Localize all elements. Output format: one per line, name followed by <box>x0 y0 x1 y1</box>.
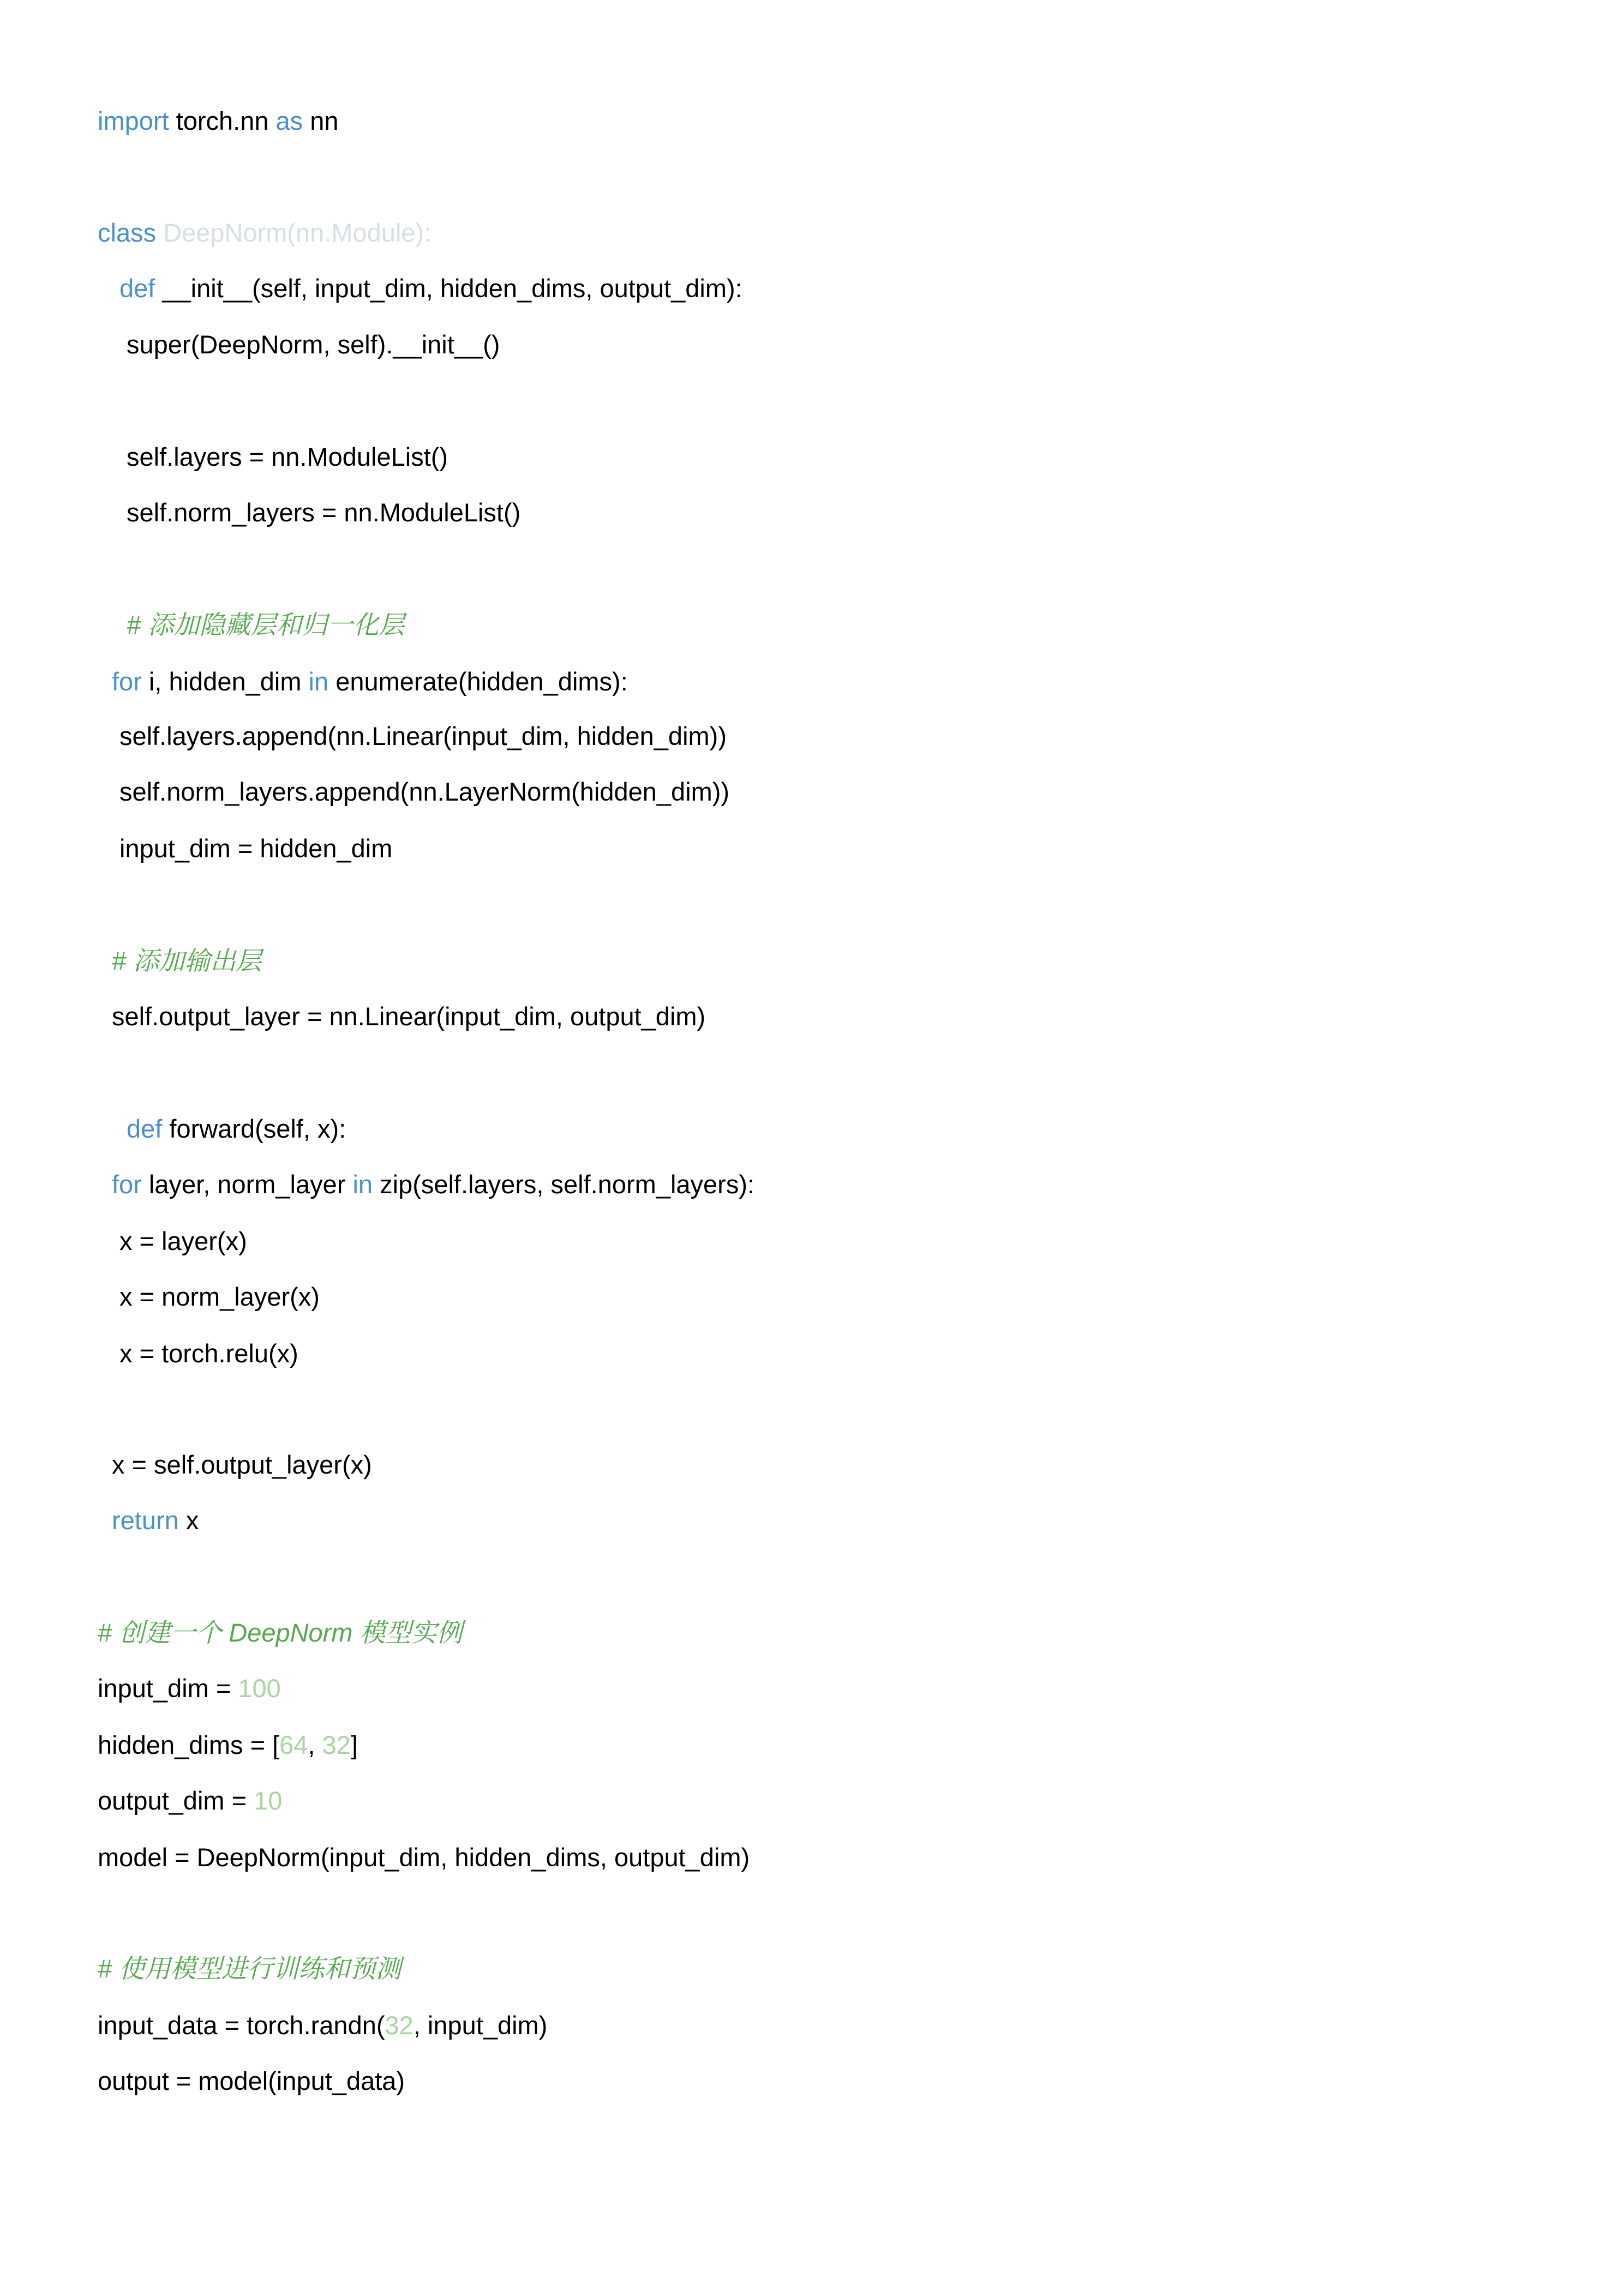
code-line <box>98 1840 750 1875</box>
code-text: layer, norm_layer <box>141 1170 353 1199</box>
code-line <box>112 1503 199 1538</box>
code-text: nn <box>303 106 339 135</box>
code-text: x = self.output_layer(x) <box>112 1450 372 1479</box>
code-text: self.norm_layers.append(nn.LayerNorm(hidden_dim)) <box>119 777 730 806</box>
code-text: input_data = torch.randn( <box>98 2011 385 2040</box>
code-keyword: for <box>112 1170 142 1199</box>
code-text: enumerate(hidden_dims): <box>328 667 628 696</box>
code-keyword: import <box>98 106 169 135</box>
code-line <box>112 1167 754 1202</box>
code-line <box>112 664 628 699</box>
code-text: forward(self, x): <box>162 1114 346 1143</box>
code-text: x <box>178 1506 199 1535</box>
code-comment: # 添加隐藏层和归一化层 <box>127 610 405 639</box>
code-number: 10 <box>254 1786 283 1815</box>
code-keyword: def <box>119 274 155 303</box>
code-line <box>119 719 727 754</box>
code-line <box>98 1671 281 1706</box>
code-text: , input_dim) <box>413 2011 548 2040</box>
code-text: input_dim = hidden_dim <box>119 834 393 863</box>
code-number: 100 <box>238 1674 281 1703</box>
code-line <box>119 774 729 809</box>
code-text: torch.nn <box>169 106 276 135</box>
code-line <box>119 1224 247 1259</box>
code-line <box>98 215 431 250</box>
code-line <box>98 1783 282 1818</box>
code-text: x = torch.relu(x) <box>119 1339 298 1368</box>
code-text: self.layers.append(nn.Linear(input_dim, hidden_dim)) <box>119 722 727 750</box>
code-keyword: as <box>275 106 303 135</box>
code-line <box>119 831 392 866</box>
code-keyword: in <box>352 1170 373 1199</box>
code-comment: # 创建一个 DeepNorm 模型实例 <box>98 1618 463 1647</box>
code-line <box>98 104 339 139</box>
code-text: self.output_layer = nn.Linear(input_dim, output_dim) <box>112 1002 706 1031</box>
code-comment: # 添加输出层 <box>112 946 262 975</box>
code-text: input_dim = <box>98 1674 238 1703</box>
code-text: model = DeepNorm(input_dim, hidden_dims, output_dim) <box>98 1843 750 1872</box>
code-text: zip(self.layers, self.norm_layers): <box>373 1170 755 1199</box>
code-line <box>112 999 705 1034</box>
code-line <box>112 1447 372 1482</box>
code-number: 64 <box>279 1730 308 1759</box>
code-line <box>127 327 500 362</box>
code-number: 32 <box>322 1730 351 1759</box>
code-faded-text: DeepNorm(nn.Module): <box>156 218 432 247</box>
code-comment: # 使用模型进行训练和预测 <box>98 1954 401 1983</box>
code-text: x = layer(x) <box>119 1227 247 1255</box>
code-text: x = norm_layer(x) <box>119 1282 320 1311</box>
code-text: __init__(self, input_dim, hidden_dims, output_dim): <box>155 274 742 303</box>
code-line <box>98 2008 547 2043</box>
code-text: ] <box>350 1730 358 1759</box>
code-text: self.layers = nn.ModuleList() <box>127 442 448 471</box>
code-line <box>127 608 404 642</box>
code-keyword: in <box>308 667 329 696</box>
code-line <box>119 1336 298 1371</box>
code-line <box>112 943 261 978</box>
code-text: output_dim = <box>98 1786 254 1815</box>
code-line <box>98 1951 401 1986</box>
code-text: , <box>308 1730 322 1759</box>
code-keyword: return <box>112 1506 179 1535</box>
code-line <box>127 440 448 474</box>
code-line <box>98 1615 463 1650</box>
code-text: self.norm_layers = nn.ModuleList() <box>127 498 521 527</box>
code-text: hidden_dims = [ <box>98 1730 280 1759</box>
code-keyword: class <box>98 218 157 247</box>
code-line <box>127 1111 346 1146</box>
code-text: output = model(input_data) <box>98 2066 405 2095</box>
code-line <box>119 1279 320 1314</box>
code-line <box>98 1728 358 1763</box>
code-line <box>98 2064 405 2099</box>
code-text: super(DeepNorm, self).__init__() <box>127 330 500 359</box>
code-keyword: def <box>127 1114 163 1143</box>
code-text: i, hidden_dim <box>141 667 309 696</box>
code-line <box>119 271 742 306</box>
code-keyword: for <box>112 667 142 696</box>
code-line <box>127 495 520 530</box>
code-number: 32 <box>385 2011 414 2040</box>
